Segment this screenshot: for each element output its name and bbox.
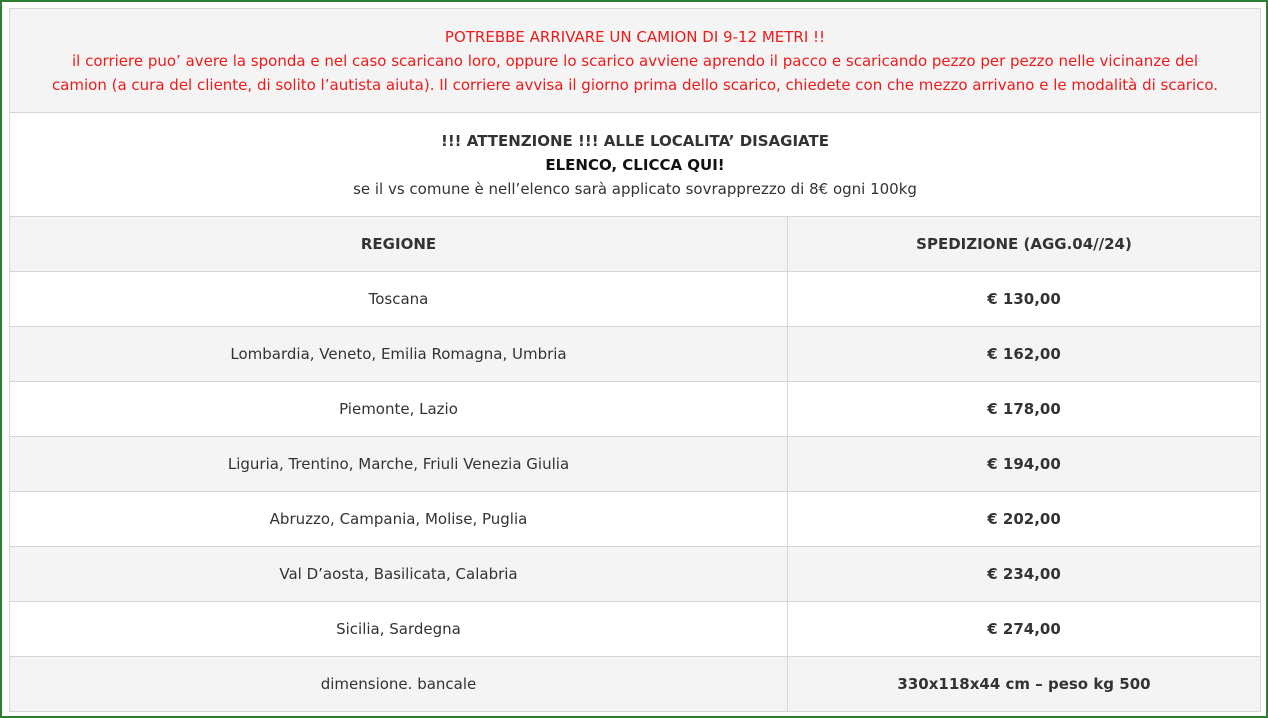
region-cell: dimensione. bancale — [10, 657, 788, 712]
price-cell: € 162,00 — [788, 327, 1261, 382]
price-cell: 330x118x44 cm – peso kg 500 — [788, 657, 1261, 712]
notice-row — [10, 9, 1261, 113]
price-cell: € 130,00 — [788, 272, 1261, 327]
header-shipping: SPEDIZIONE (AGG.04//24) — [788, 217, 1261, 272]
header-region: REGIONE — [10, 217, 788, 272]
table-row — [10, 547, 1261, 602]
table-row — [10, 602, 1261, 657]
price-cell: € 202,00 — [788, 492, 1261, 547]
warning-title: !!! ATTENZIONE !!! ALLE LOCALITA’ DISAGIATE — [441, 131, 829, 150]
table-row — [10, 272, 1261, 327]
warning-cell — [10, 113, 1261, 217]
region-cell: Val D’aosta, Basilicata, Calabria — [10, 547, 788, 602]
shipping-table — [9, 8, 1261, 712]
disadvantaged-list-link[interactable]: ELENCO, CLICCA QUI! — [545, 155, 725, 174]
region-cell: Sicilia, Sardegna — [10, 602, 788, 657]
table-header-row — [10, 217, 1261, 272]
table-row — [10, 492, 1261, 547]
table-row — [10, 437, 1261, 492]
region-cell: Toscana — [10, 272, 788, 327]
surcharge-note: se il vs comune è nell’elenco sarà applicato sovrapprezzo di 8€ ogni 100kg — [353, 179, 917, 198]
price-cell: € 234,00 — [788, 547, 1261, 602]
price-cell: € 194,00 — [788, 437, 1261, 492]
notice-title: POTREBBE ARRIVARE UN CAMION DI 9-12 METRI !! — [444, 27, 826, 46]
table-row — [10, 327, 1261, 382]
price-cell: € 178,00 — [788, 382, 1261, 437]
region-cell: Lombardia, Veneto, Emilia Romagna, Umbria — [10, 327, 788, 382]
table-row — [10, 382, 1261, 437]
region-cell: Liguria, Trentino, Marche, Friuli Venezia Giulia — [10, 437, 788, 492]
notice-line-3: camion (a cura del cliente, di solito l’autista aiuta). Il corriere avvisa il giorno prima dello scarico, chiedete con che mezzo arrivano e le modalità di scarico. — [51, 75, 1219, 94]
region-cell: Piemonte, Lazio — [10, 382, 788, 437]
notice-line-2: il corriere puo’ avere la sponda e nel caso scaricano loro, oppure lo scarico avviene aprendo il pacco e scaricando pezzo per pezzo nelle vicinanze del — [72, 51, 1198, 70]
region-cell: Abruzzo, Campania, Molise, Puglia — [10, 492, 788, 547]
warning-row — [10, 113, 1261, 217]
price-cell: € 274,00 — [788, 602, 1261, 657]
table-row — [10, 657, 1261, 712]
notice-cell — [10, 9, 1261, 113]
